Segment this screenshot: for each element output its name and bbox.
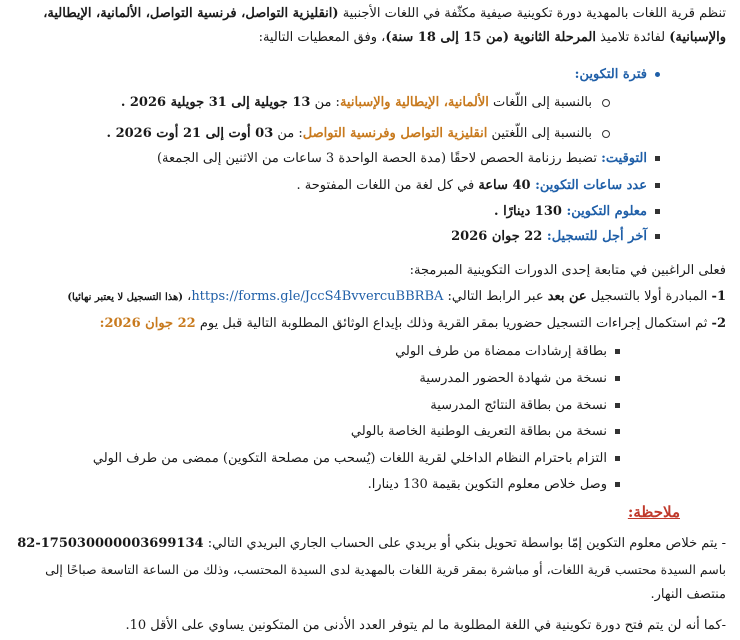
period-line-2: بالنسبة إلى اللّغتين انقليزية التواصل وفرنسية التواصل: من 03 أوت إلى 21 أوت 2026 . xyxy=(107,125,610,143)
square-bullet-icon xyxy=(615,482,620,487)
timing-item: التوقيت: تضبط رزنامة الحصص لاحقًا (مدة الحصة الواحدة 3 ساعات من الاثنين إلى الجمعة) xyxy=(157,150,660,168)
intro-line-1: تنظم قرية اللغات بالمهدية دورة تكوينية صيفية مكثّفة في اللغات الأجنبية (انقليزية التواصل، فرنسية التواصل، الألمانية، الإيطالية، xyxy=(43,6,726,21)
bullet-icon xyxy=(655,72,660,77)
document-item: نسخة من شهادة الحضور المدرسية xyxy=(419,370,620,388)
square-bullet-icon xyxy=(655,156,660,161)
document-item: نسخة من بطاقة التعريف الوطنية الخاصة بالولي xyxy=(351,423,620,441)
square-bullet-icon xyxy=(655,183,660,188)
registration-link[interactable]: https://forms.gle/JccS4BvvercuBBRBA xyxy=(191,289,444,304)
period-item: فترة التكوين: xyxy=(575,66,660,84)
document-item: التزام باحترام النظام الداخلي لقرية اللغات (يُسحب من مصلحة التكوين) ممضى من طرف الولي xyxy=(93,450,620,468)
hours-item: عدد ساعات التكوين: 40 ساعة في كل لغة من اللغات المفتوحة . xyxy=(296,177,660,195)
note-line-1: - يتم خلاص معلوم التكوين إمّا بواسطة تحويل بنكي أو بريدي على الحساب الجاري البريدي التالي: 82-175030000003699134 xyxy=(17,536,726,551)
intro-line-2: والإسبانية) لفائدة تلاميذ المرحلة الثانوية (من 15 إلى 18 سنة)، وفق المعطيات التالية: xyxy=(258,30,726,45)
square-bullet-icon xyxy=(615,429,620,434)
fee-item: معلوم التكوين: 130 دينارًا . xyxy=(494,203,660,221)
note-line-4: -كما أنه لن يتم فتح دورة تكوينية في اللغة المطلوبة ما لم يتوفر العدد الأدنى من المتكونين يساوي على الأقل 10. xyxy=(125,618,726,633)
square-bullet-icon xyxy=(615,403,620,408)
square-bullet-icon xyxy=(655,234,660,239)
note-line-2: باسم السيدة محتسب قرية اللغات، أو مباشرة بمقر قرية اللغات بالمهدية لدى السيدة المحتسب، وذلك من الساعة التاسعة صباحًا إلى xyxy=(45,562,726,577)
square-bullet-icon xyxy=(615,349,620,354)
step-1: 1- المبادرة أولا بالتسجيل عن بعد عبر الرابط التالي: https://forms.gle/JccS4BvvercuBBRBA، (هذا التسجيل لا يعتبر نهائيا) xyxy=(67,289,726,304)
period-line-1: بالنسبة إلى اللّغات الألمانية، الإيطالية والإسبانية: من 13 جويلية إلى 31 جويلية 2026 . xyxy=(121,94,610,112)
circle-bullet-icon xyxy=(602,130,610,138)
circle-bullet-icon xyxy=(602,99,610,107)
note-title: ملاحظة: xyxy=(627,503,680,521)
document-item: بطاقة إرشادات ممضاة من طرف الولي xyxy=(395,343,620,361)
deadline-item: آخر أجل للتسجيل: 22 جوان 2026 xyxy=(451,228,660,246)
square-bullet-icon xyxy=(655,209,660,214)
square-bullet-icon xyxy=(615,376,620,381)
step-2: 2- ثم استكمال إجراءات التسجيل حضوريا بمقر القرية وذلك بإيداع الوثائق المطلوبة التالية قبل يوم 22 جوان 2026: xyxy=(99,316,726,331)
document-item: نسخة من بطاقة النتائج المدرسية xyxy=(430,397,620,415)
note-line-3: منتصف النهار. xyxy=(650,587,726,602)
square-bullet-icon xyxy=(615,456,620,461)
document-item: وصل خلاص معلوم التكوين بقيمة 130 دينارا. xyxy=(368,476,620,494)
steps-intro: فعلى الراغبين في متابعة إحدى الدورات التكوينية المبرمجة: xyxy=(409,263,726,278)
